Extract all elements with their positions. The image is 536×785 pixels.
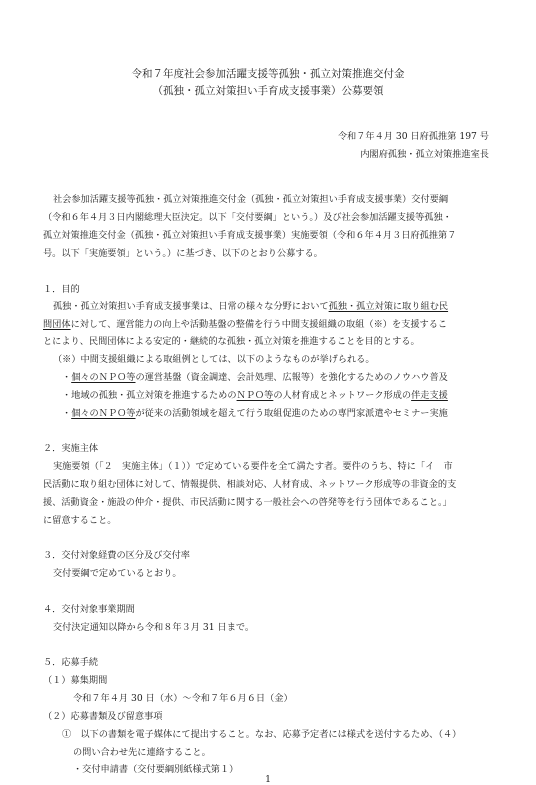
intro-line: （令和６年４月３日内閣総理大臣決定。以下「交付要綱」という。）及び社会参加活躍支援等孤独・ <box>43 212 452 223</box>
intro-line: 号。以下「実施要領」という。）に基づき、以下のとおり公募する。 <box>43 248 323 259</box>
subsection-heading: （１）募集期間 <box>43 675 108 686</box>
underlined-text: 個々のＮＰＯ等 <box>71 372 136 383</box>
section-heading: １．目的 <box>43 284 80 295</box>
section-heading: ５．応募手続 <box>43 657 99 668</box>
document-title: 令和７年度社会参加活躍支援等孤独・孤立対策推進交付金 <box>131 68 405 80</box>
section-heading: ４．交付対象事業期間 <box>43 604 135 615</box>
intro-line: 孤立対策推進交付金（孤独・孤立対策担い手育成支援事業）実施要領（令和６年４月３日府孤推第７ <box>43 230 457 241</box>
page-number: 1 <box>265 774 271 785</box>
underlined-text: 孤独・孤立対策に取り組む民 <box>328 301 449 312</box>
requirement-line: ・交付申請書（交付要綱別紙様式第１） <box>73 764 239 775</box>
example-bullet: ・個々のＮＰＯ等が従来の活動領域を超えて行う取組促進のための専門家派遣やセミナー実施 <box>62 408 448 419</box>
purpose-line: 孤独・孤立対策担い手育成支援事業は、日常の様々な分野において孤独・孤立対策に取り組む民 <box>53 301 449 312</box>
section-text: 交付要綱で定めているとおり。 <box>53 568 182 579</box>
implementer-line: 実施要領（「２ 実施主体」（１））で定めている要件を全て満たす者。要件のうち、特に「イ 市 <box>53 461 453 472</box>
subsection-heading: （２）応募書類及び留意事項 <box>43 711 163 722</box>
issuer: 内閣府孤独・孤立対策推進室長 <box>360 149 489 160</box>
section-text: 交付決定通知以降から令和８年３月 31 日まで。 <box>53 622 255 633</box>
purpose-line: とにより、民間団体による安定的・継続的な孤独・孤立対策を推進することを目的とする。 <box>43 336 420 347</box>
intro-line: 社会参加活躍支援等孤独・孤立対策推進交付金（孤独・孤立対策担い手育成支援事業）交付要綱 <box>53 194 449 205</box>
section-heading: ２．実施主体 <box>43 443 99 454</box>
notice-number: 令和７年４月 30 日府孤推第 197 号 <box>337 131 489 142</box>
section-heading: ３．交付対象経費の区分及び交付率 <box>43 550 190 561</box>
underlined-text: 間団体 <box>43 319 71 330</box>
requirement-line: ① 以下の書類を電子媒体にて提出すること。なお、応募予定者には様式を送付するため、（４） <box>62 729 462 740</box>
application-period: 令和７年４月 30 日（水）～令和７年６月６日（金） <box>73 693 293 704</box>
underlined-text: 伴走支援 <box>411 390 448 401</box>
implementer-line: 民活動に取り組む団体に対して、情報提供、相談対応、人材育成、ネットワーク形成等の非資金的支 <box>43 479 457 490</box>
implementer-line: に留意すること。 <box>43 515 117 526</box>
example-bullet: ・個々のＮＰＯ等の運営基盤（資金調達、会計処理、広報等）を強化するためのノウハウ普及 <box>62 372 448 383</box>
purpose-line: 間団体に対して、運営能力の向上や活動基盤の整備を行う中間支援組織の取組（※）を支援するこ <box>43 319 448 330</box>
document-subtitle: （孤独・孤立対策担い手育成支援事業）公募要領 <box>152 85 384 97</box>
underlined-text: 個々のＮＰＯ等 <box>71 408 136 419</box>
implementer-line: 援、活動資金・施設の仲介・提供、市民活動に関する一般社会への啓発等を行う団体であること。」 <box>43 497 452 508</box>
purpose-note: （※）中間支援組織による取組例としては、以下のようなものが挙げられる。 <box>53 354 375 365</box>
underlined-text: ＮＰＯ等 <box>236 390 274 401</box>
requirement-line: の問い合わせ先に連絡すること。 <box>73 747 211 758</box>
example-bullet: ・地域の孤独・孤立対策を推進するためのＮＰＯ等の人材育成とネットワーク形成の伴走支援 <box>62 390 448 401</box>
